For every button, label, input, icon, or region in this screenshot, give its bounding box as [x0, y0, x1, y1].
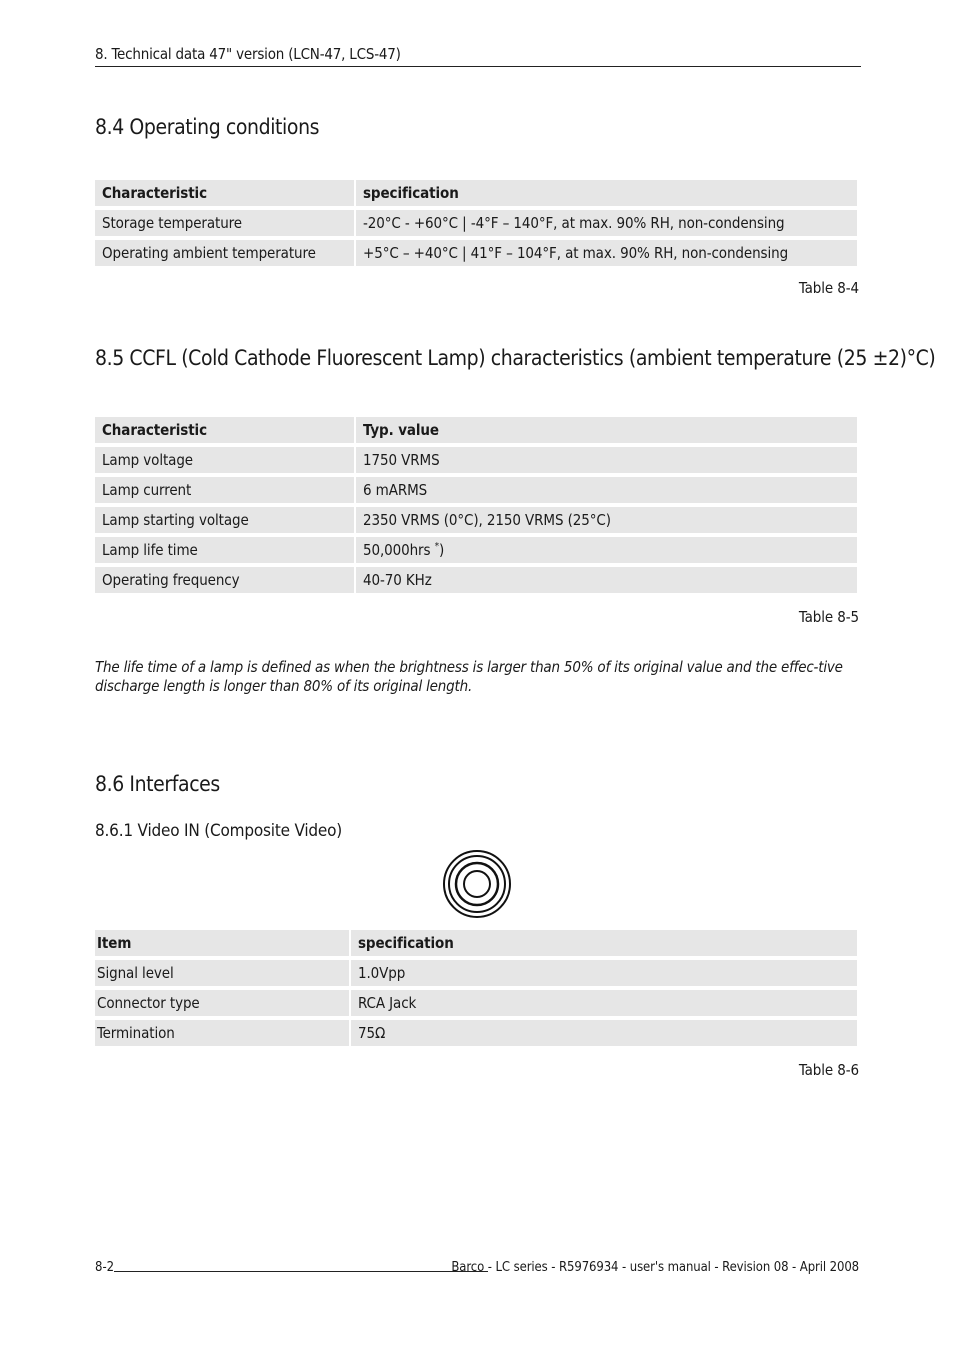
table-cell: Connector type: [95, 990, 349, 1016]
subsection-title-video-in: 8.6.1 Video IN (Composite Video): [95, 821, 343, 841]
section-title-operating-conditions: 8.4 Operating conditions: [95, 115, 320, 139]
footnote-paren: ): [439, 541, 445, 559]
header-cell: specification: [356, 180, 857, 206]
table-row: [95, 477, 857, 503]
lamp-life-value: 50,000hrs: [363, 541, 431, 559]
table-row: [95, 990, 857, 1016]
table-cell: Storage temperature: [95, 210, 354, 236]
table-row: [95, 507, 857, 533]
rca-connector-icon: [442, 849, 512, 919]
table-cell: Signal level: [95, 960, 349, 986]
table-cell: Lamp life time: [95, 537, 354, 563]
table-cell: Lamp voltage: [95, 447, 354, 473]
header-cell: Characteristic: [95, 417, 354, 443]
running-header: 8. Technical data 47" version (LCN-47, LCS-47): [95, 45, 401, 63]
section-title-ccfl: 8.5 CCFL (Cold Cathode Fluorescent Lamp) characteristics (ambient temperature (25 ±2)°C): [95, 346, 936, 370]
table-cell: 1.0Vpp: [351, 960, 857, 986]
table-caption: Table 8-5: [798, 608, 859, 626]
table-row: [95, 567, 857, 593]
footnote-marker: *: [434, 541, 440, 552]
footer-divider: [114, 1271, 488, 1272]
table-cell: Operating ambient temperature: [95, 240, 354, 266]
table-cell: +5°C – +40°C | 41°F – 104°F, at max. 90% RH, non-condensing: [356, 240, 857, 266]
table-cell: Lamp current: [95, 477, 354, 503]
table-caption: Table 8-6: [798, 1061, 859, 1079]
table-cell: 6 mARMS: [356, 477, 857, 503]
table-row: [95, 210, 857, 236]
table-header-row: [95, 930, 857, 956]
table-cell: Operating frequency: [95, 567, 354, 593]
table-row: [95, 537, 857, 563]
table-cell: 75Ω: [351, 1020, 857, 1046]
table-cell: 1750 VRMS: [356, 447, 857, 473]
table-caption: Table 8-4: [798, 279, 859, 297]
page-number: 8-2: [95, 1260, 115, 1275]
table-row: [95, 1020, 857, 1046]
table-cell: -20°C - +60°C | -4°F – 140°F, at max. 90% RH, non-condensing: [356, 210, 857, 236]
ccfl-table: [93, 413, 859, 597]
header-cell: Characteristic: [95, 180, 354, 206]
table-cell: Lamp starting voltage: [95, 507, 354, 533]
table-row: [95, 240, 857, 266]
table-row: [95, 447, 857, 473]
table-row: [95, 960, 857, 986]
table-header-row: [95, 180, 857, 206]
table-cell: RCA Jack: [351, 990, 857, 1016]
table-cell: [356, 537, 857, 563]
header-cell: Typ. value: [356, 417, 857, 443]
table-cell: Termination: [95, 1020, 349, 1046]
table-cell: 40-70 KHz: [356, 567, 857, 593]
section-title-interfaces: 8.6 Interfaces: [95, 772, 220, 796]
header-cell: Item: [95, 930, 349, 956]
footer-document-info: Barco - LC series - R5976934 - user's manual - Revision 08 - April 2008: [451, 1260, 859, 1275]
table-cell: 2350 VRMS (0°C), 2150 VRMS (25°C): [356, 507, 857, 533]
operating-conditions-table: [93, 176, 859, 270]
header-divider: [95, 66, 861, 67]
header-cell: specification: [351, 930, 857, 956]
lamp-life-note: The life time of a lamp is defined as when the brightness is larger than 50% of its original value and the effec-tive discharge length is longer than 80% of its original length.: [95, 658, 843, 695]
table-header-row: [95, 417, 857, 443]
video-in-table: [93, 926, 859, 1050]
